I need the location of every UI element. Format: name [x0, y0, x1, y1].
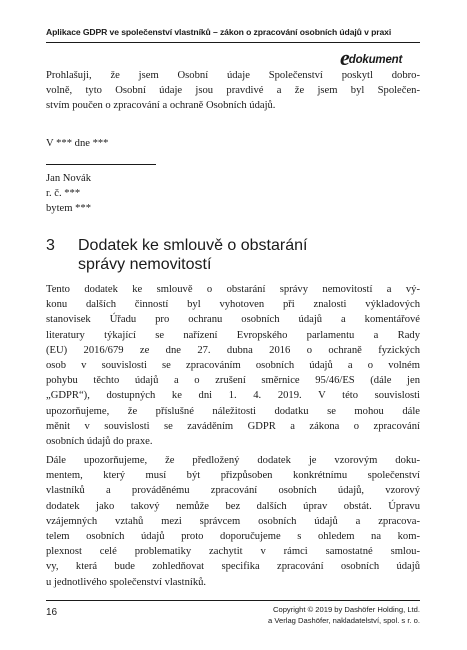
text-line: stvím poučen o zpracování a ochraně Osobních údajů. — [46, 100, 276, 112]
page-number: 16 — [46, 607, 58, 618]
body-paragraph-1 — [46, 282, 420, 449]
header-divider — [46, 42, 420, 43]
text-line: stanovisek Úřadu pro ochranu osobních údajů a komentářové — [46, 314, 420, 326]
text-line: upozorňujeme, že příslušné náležitosti dodatku se mohou dále — [46, 405, 420, 417]
text-line: osobních údajů do praxe. — [46, 436, 153, 448]
text-line: dodatek jako takový nemůže bez dalších úprav obstát. Úpravu — [46, 500, 420, 512]
text-line: u jednotlivého společenství vlastníků. — [46, 576, 207, 588]
signatory-name: Jan Novák — [46, 173, 92, 184]
birth-number: r. č. *** — [46, 188, 81, 200]
section-title — [78, 236, 308, 274]
logo-word: dokument — [348, 54, 403, 66]
text-line: vy, která bude zohledňovat specifika zpracování osobních údajů — [46, 561, 420, 573]
signature-block — [46, 171, 420, 217]
text-line: pohybu těchto údajů a o zrušení směrnice 95/46/ES (dále jen — [46, 375, 420, 387]
copyright-line: a Verlag Dashöfer, nakladatelství, spol. s r. o. — [268, 615, 420, 625]
logo-letter: e — [340, 45, 350, 70]
signature-line — [46, 164, 156, 165]
text-line: telem osobních údajů proto doporučujeme s ohledem na kom- — [46, 531, 420, 543]
text-line: mentem, který musí být přizpůsoben konkrétnímu společenství — [46, 470, 420, 482]
section-title-line: správy nemovitostí — [78, 256, 212, 273]
copyright-line: Copyright © 2019 by Dashöfer Holding, Ltd. — [272, 605, 420, 614]
text-line: plexnost celé problematiky zachytit v rámci samostatné smlou- — [46, 546, 420, 558]
body-paragraph-2 — [46, 453, 420, 590]
residence: bytem *** — [46, 203, 92, 215]
text-line: vzájemných vztahů mezi správcem osobních údajů a zpracova- — [46, 515, 420, 527]
text-line: měnit v souvislosti se zaváděním GDPR a zákona o zpracování — [46, 420, 420, 432]
text-line: Prohlašuji, že jsem Osobní údaje Společenství poskytl dobro- — [46, 70, 420, 81]
section-number: 3 — [46, 237, 55, 254]
place-date: V *** dne *** — [46, 138, 109, 149]
text-line: (EU) 2016/679 ze dne 27. dubna 2016 o ochraně fyzických — [46, 344, 420, 356]
text-line: konu dalších činností byl vyhotoven při znalosti výkladových — [46, 299, 420, 311]
text-line: „GDPR“), dostupných ke dni 1. 4. 2019. V této souvislosti — [46, 390, 420, 402]
text-line: literatury týkající se nařízení Evropského parlamentu a Rady — [46, 329, 420, 341]
section-title-line: Dodatek ke smlouvě o obstarání — [78, 237, 308, 254]
text-line: osob v souvislosti se zpracováním osobních údajů a o volném — [46, 360, 420, 372]
text-line: Dále upozorňujeme, že předložený dodatek je vzorovým doku- — [46, 455, 420, 466]
running-header: Aplikace GDPR ve společenství vlastníků – zákon o zpracování osobních údajů v praxi — [46, 27, 392, 37]
text-line: volně, tyto Osobní údaje jsou pravdivé a že jsem byl Společen- — [46, 85, 420, 97]
declaration-paragraph — [46, 68, 420, 114]
copyright-notice — [268, 605, 420, 626]
text-line: vlastníků a prováděnému zpracování osobních údajů, vzorový — [46, 485, 420, 497]
footer-divider — [46, 600, 420, 601]
text-line: Tento dodatek ke smlouvě o obstarání správy nemovitostí a vý- — [46, 284, 420, 295]
edokument-logo — [340, 46, 402, 68]
